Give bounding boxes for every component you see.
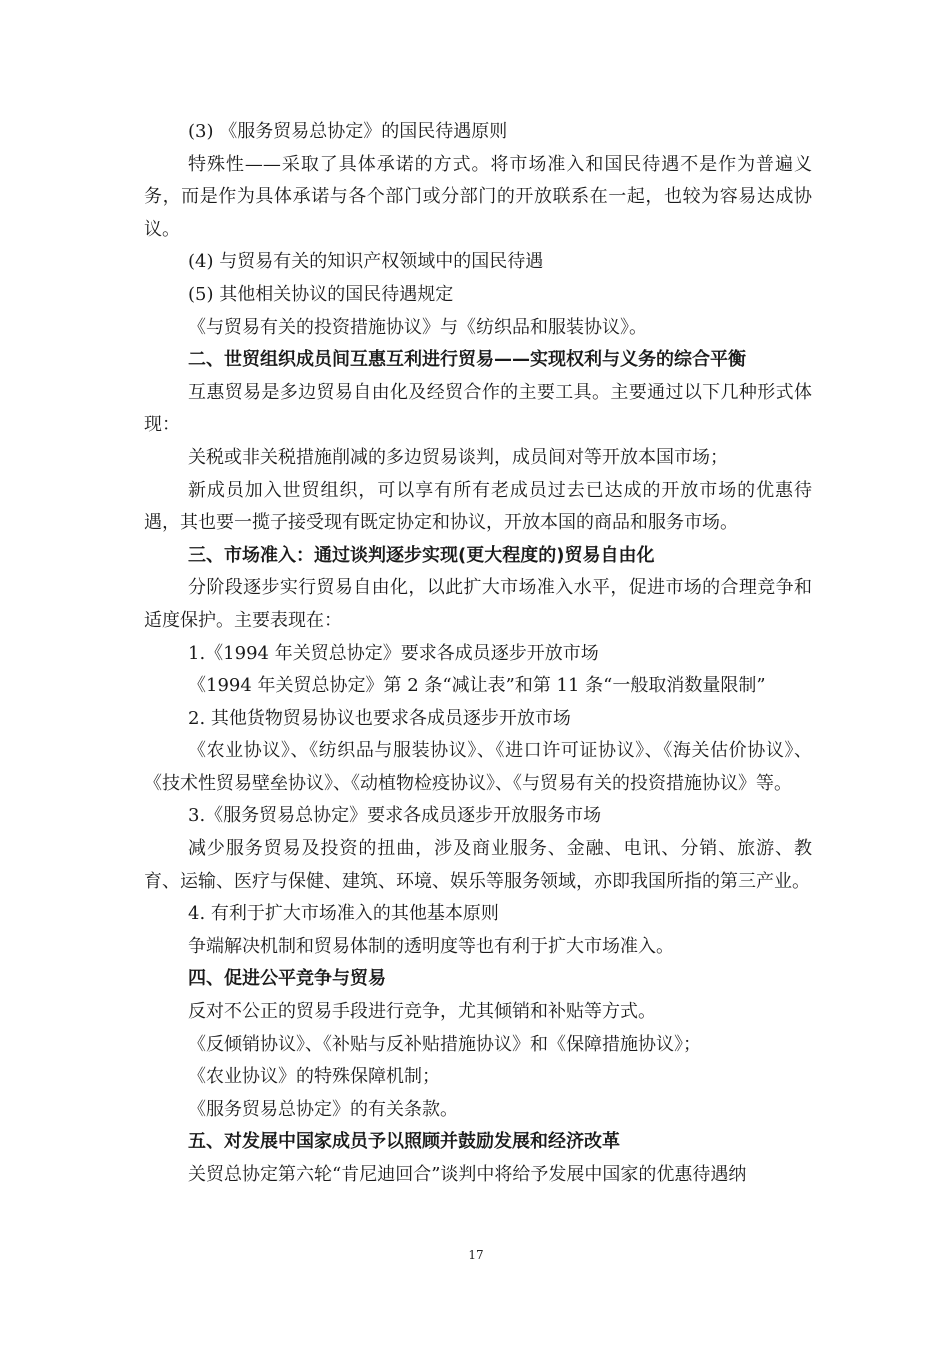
paragraph: 2. 其他货物贸易协议也要求各成员逐步开放市场	[188, 707, 571, 729]
paragraph: 《服务贸易总协定》的有关条款。	[188, 1098, 458, 1120]
paragraph: 《反倾销协议》、《补贴与反补贴措施协议》和《保障措施协议》；	[188, 1033, 701, 1055]
paragraph: (3) 《服务贸易总协定》的国民待遇原则	[188, 121, 508, 142]
paragraph: 《农业协议》、《纺织品与服装协议》、《进口许可证协议》、《海关估价协议》、《技术性贸易壁垒协议》、《动植物检疫协议》、《与贸易有关的投资措施协议》等。	[144, 740, 812, 794]
paragraph: 特殊性——采取了具体承诺的方式。将市场准入和国民待遇不是作为普遍义务，而是作为具体承诺与各个部门或分部门的开放联系在一起，也较为容易达成协议。	[144, 153, 812, 240]
page-number: 17	[468, 1248, 484, 1262]
paragraph: 1.《1994 年关贸总协定》要求各成员逐步开放市场	[188, 642, 599, 664]
paragraph: 《农业协议》的特殊保障机制；	[188, 1066, 440, 1088]
paragraph: 减少服务贸易及投资的扭曲，涉及商业服务、金融、电讯、分销、旅游、教育、运输、医疗与保健、建筑、环境、娱乐等服务领域，亦即我国所指的第三产业。	[144, 838, 812, 892]
section-heading: 三、市场准入：通过谈判逐步实现(更大程度的)贸易自由化	[188, 544, 655, 566]
paragraph: 3.《服务贸易总协定》要求各成员逐步开放服务市场	[188, 805, 602, 827]
paragraph: 《与贸易有关的投资措施协议》与《纺织品和服装协议》。	[188, 316, 647, 338]
paragraph: 分阶段逐步实行贸易自由化，以此扩大市场准入水平，促进市场的合理竞争和适度保护。主要表现在：	[144, 577, 812, 631]
paragraph: 反对不公正的贸易手段进行竞争，尤其倾销和补贴等方式。	[188, 1001, 656, 1023]
document-page	[144, 116, 812, 1192]
section-heading: 五、对发展中国家成员予以照顾并鼓励发展和经济改革	[188, 1131, 620, 1153]
section-heading: 二、世贸组织成员间互惠互利进行贸易——实现权利与义务的综合平衡	[188, 349, 746, 371]
paragraph: (5) 其他相关协议的国民待遇规定	[188, 283, 454, 305]
section-heading: 四、促进公平竞争与贸易	[188, 968, 386, 990]
paragraph: 互惠贸易是多边贸易自由化及经贸合作的主要工具。主要通过以下几种形式体现：	[144, 381, 812, 436]
paragraph: 4. 有利于扩大市场准入的其他基本原则	[188, 903, 499, 925]
paragraph: 新成员加入世贸组织，可以享有所有老成员过去已达成的开放市场的优惠待遇，其也要一揽子接受现有既定协定和协议，开放本国的商品和服务市场。	[144, 479, 812, 534]
paragraph: 关贸总协定第六轮“肯尼迪回合”谈判中将给予发展中国家的优惠待遇纳	[188, 1164, 747, 1185]
paragraph: 关税或非关税措施削减的多边贸易谈判，成员间对等开放本国市场；	[188, 446, 728, 468]
paragraph: 《1994 年关贸总协定》第 2 条“减让表”和第 11 条“一般取消数量限制”	[188, 675, 766, 697]
paragraph: 争端解决机制和贸易体制的透明度等也有利于扩大市场准入。	[188, 935, 674, 957]
paragraph: (4) 与贸易有关的知识产权领域中的国民待遇	[188, 251, 544, 273]
